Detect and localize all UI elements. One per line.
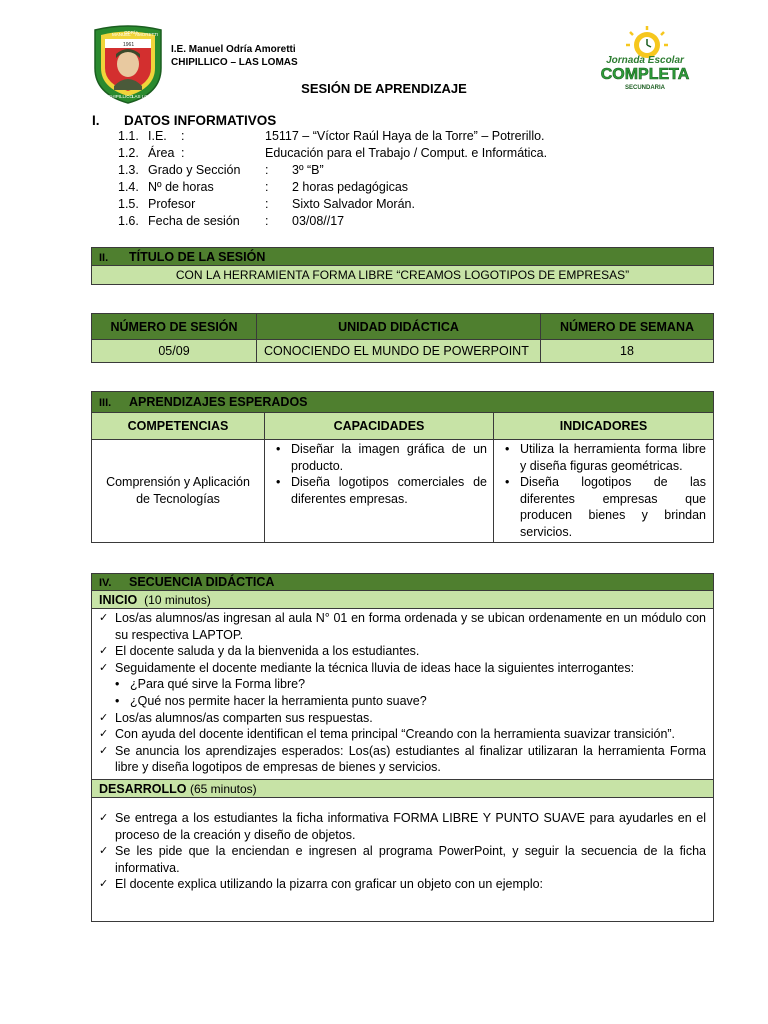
indicador-item: • Diseña logotipos de las diferentes empresas que producen bienes y brindan servicios. (498, 474, 706, 540)
session-title-table (91, 247, 714, 285)
logo-jornada-text: Jornada Escolar (606, 55, 684, 66)
capacidades-cell (265, 440, 494, 543)
value-numero-sesion: 05/09 (92, 340, 257, 363)
inicio-header (92, 591, 714, 609)
desarrollo-item: ✓ Se les pide que la enciendan e ingresen al programa PowerPoint, y seguir la secuencia de la ficha informativa. (92, 843, 706, 876)
header-capacidades: CAPACIDADES (265, 413, 494, 440)
desarrollo-item: ✓ El docente explica utilizando la pizarra con graficar un objeto con un ejemplo: (92, 876, 706, 893)
desarrollo-item: ✓ Se entrega a los estudiantes la ficha informativa FORMA LIBRE Y PUNTO SUAVE para ayudarles en el proceso de la creación y diseño de objetos. (92, 810, 706, 843)
info-sep: : (265, 180, 269, 194)
inicio-item: ✓ El docente saluda y da la bienvenida a los estudiantes. (92, 643, 706, 660)
desarrollo-header (92, 780, 714, 798)
value-numero-semana: 18 (541, 340, 714, 363)
info-value: 15117 – “Víctor Raúl Haya de la Torre” – Potrerillo. (265, 129, 545, 143)
info-num: 1.3. (118, 163, 139, 177)
learning-outcomes-table (91, 391, 714, 543)
section-aprendizajes-header (92, 392, 714, 413)
section-title: APRENDIZAJES ESPERADOS (129, 395, 308, 409)
school-name: I.E. Manuel Odría Amoretti (171, 44, 296, 55)
crest-place-2: LAS LOMAS (132, 94, 158, 99)
header-numero-sesion: NÚMERO DE SESIÓN (92, 314, 257, 340)
info-label: I.E. (148, 129, 167, 143)
info-label: Nº de horas (148, 180, 214, 194)
crest-word-2: ODRÍA (124, 30, 139, 35)
info-num: 1.5. (118, 197, 139, 211)
info-sep: : (265, 197, 269, 211)
info-row (118, 196, 718, 213)
didactic-sequence-table (91, 573, 714, 922)
info-value: Sixto Salvador Morán. (292, 197, 415, 211)
crest-place-1: CHIPILLICO (108, 94, 134, 99)
header-unidad-didactica: UNIDAD DIDÁCTICA (257, 314, 541, 340)
info-label: Fecha de sesión (148, 214, 240, 228)
info-row (118, 162, 718, 179)
inicio-question: • ¿Para qué sirve la Forma libre? (108, 676, 706, 693)
info-row (118, 179, 718, 196)
section-number: I. (92, 113, 100, 128)
indicadores-cell (494, 440, 714, 543)
info-sep: : (181, 146, 185, 160)
info-value: Educación para el Trabajo / Comput. e Informática. (265, 146, 548, 160)
info-row (118, 213, 718, 230)
info-row (118, 128, 718, 145)
header-competencias: COMPETENCIAS (92, 413, 265, 440)
logo-secundaria-text: SECUNDARIA (624, 85, 666, 91)
school-header (171, 43, 298, 69)
section-title-header (92, 248, 714, 266)
section-datos-informativos-heading (92, 113, 276, 128)
inicio-time: (10 minutos) (144, 592, 211, 607)
info-row (118, 145, 718, 162)
header-indicadores: INDICADORES (494, 413, 714, 440)
info-num: 1.6. (118, 214, 139, 228)
info-sep: : (265, 214, 269, 228)
info-label: Área (148, 146, 175, 160)
section-title: TÍTULO DE LA SESIÓN (129, 249, 266, 264)
info-value: 3º “B” (292, 163, 324, 177)
value-unidad-didactica: CONOCIENDO EL MUNDO DE POWERPOINT (257, 340, 541, 363)
indicador-item: • Utiliza la herramienta forma libre y diseña figuras geométricas. (498, 441, 706, 474)
info-label: Grado y Sección (148, 163, 241, 177)
info-num: 1.1. (118, 129, 139, 143)
competencia-cell: Comprensión y Aplicación de Tecnologías (92, 440, 265, 543)
section-title: SECUENCIA DIDÁCTICA (129, 575, 275, 589)
inicio-content (92, 609, 714, 780)
capacidad-item: • Diseñar la imagen gráfica de un producto. (269, 441, 487, 474)
inicio-item: ✓ Con ayuda del docente identifican el tema principal “Creando con la herramienta suavizar transición”. (92, 726, 706, 743)
desarrollo-time: (65 minutos) (189, 781, 257, 796)
inicio-label: INICIO (99, 592, 138, 607)
capacidad-item: • Diseña logotipos comerciales de diferentes empresas. (269, 474, 487, 507)
session-title-text: CON LA HERRAMIENTA FORMA LIBRE “CREAMOS LOGOTIPOS DE EMPRESAS” (92, 266, 714, 285)
desarrollo-content (92, 798, 714, 922)
info-value: 2 horas pedagógicas (292, 180, 409, 194)
inicio-item: ✓ Los/as alumnos/as ingresan al aula N° 01 en forma ordenada y se ubican ordenamente en un módulo con su respectiva LAPTOP. (92, 610, 706, 643)
section-secuencia-header (92, 574, 714, 591)
crest-year: 1961 (123, 42, 135, 48)
header-numero-semana: NÚMERO DE SEMANA (541, 314, 714, 340)
info-sep: : (181, 129, 185, 143)
crest-word-1: MANUEL (112, 32, 131, 37)
session-info-table (91, 313, 714, 363)
crest-word-3: AMORETTI (135, 32, 159, 37)
inicio-question: • ¿Qué nos permite hacer la herramienta punto suave? (108, 693, 706, 710)
section-number: II. (99, 251, 109, 264)
section-title: DATOS INFORMATIVOS (124, 113, 277, 128)
page-title: SESIÓN DE APRENDIZAJE (301, 81, 467, 96)
inicio-item: ✓ Seguidamente el docente mediante la técnica lluvia de ideas hace la siguientes interrogantes: (92, 660, 706, 677)
info-value: 03/08//17 (292, 214, 345, 228)
school-location: CHIPILLICO – LAS LOMAS (171, 57, 298, 68)
section-number: IV. (99, 577, 112, 589)
inicio-item: ✓ Se anuncia los aprendizajes esperados: Los(as) estudiantes al finalizar utilizaran la herramienta Forma libre y diseña logotipos de empresas de bienes y servicios. (92, 743, 706, 776)
logo-completa-text: COMPLETA (600, 66, 690, 83)
info-num: 1.4. (118, 180, 139, 194)
section-number: III. (99, 397, 112, 409)
desarrollo-label: DESARROLLO (99, 781, 187, 796)
inicio-item: ✓ Los/as alumnos/as comparten sus respuestas. (92, 710, 706, 727)
info-label: Profesor (148, 197, 196, 211)
info-num: 1.2. (118, 146, 139, 160)
info-sep: : (265, 163, 269, 177)
